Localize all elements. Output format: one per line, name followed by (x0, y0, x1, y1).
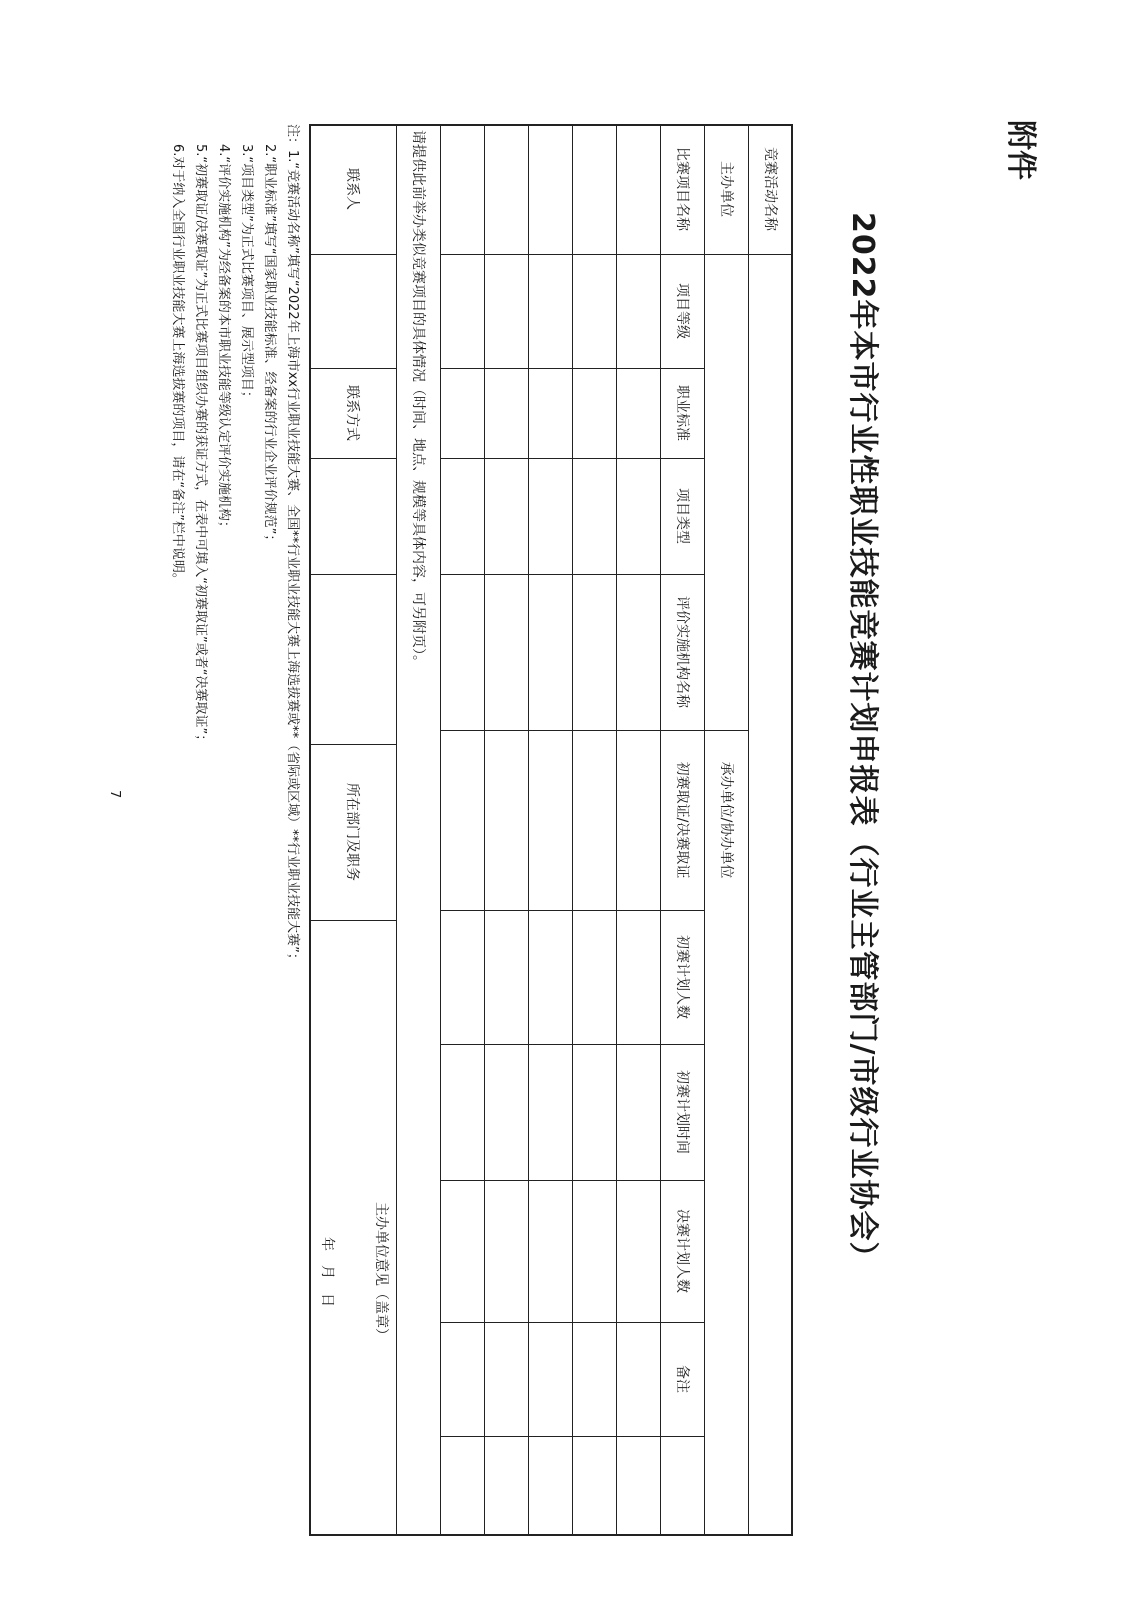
page-number: 7 (107, 790, 122, 799)
note-item: 5.“初赛取证/决赛取证”为正式比赛项目组织办赛的获证方式，在表中可填入“初赛取证”或者“决赛取证”； (193, 144, 208, 748)
host-label: 主办单位 (718, 161, 734, 217)
col-header-project-type: 项目类型 (674, 488, 690, 544)
competition-name-label: 竞赛活动名称 (762, 147, 778, 231)
note-item: 6.对于纳入全国行业职业技能大赛上海选拔赛的项目，请在“备注”栏中说明。 (170, 144, 185, 586)
host-opinion-label: 主办单位意见（盖章） (373, 1202, 389, 1342)
previous-events-prompt: 请提供此前举办类似竞赛项目的具体情况（时间、地点、规模等具体内容，可另附页）。 (410, 130, 426, 669)
col-header-occupation-standard: 职业标准 (674, 385, 690, 441)
attachment-label: 附件 (1003, 120, 1038, 180)
col-header-certification-stage: 初赛取证/决赛取证 (674, 761, 690, 879)
contact-method-label: 联系方式 (344, 385, 360, 441)
col-header-remarks: 备注 (674, 1365, 690, 1393)
application-form-table (309, 124, 793, 1536)
col-header-final-count: 决赛计划人数 (674, 1209, 690, 1293)
page-title: 2022年本市行业性职业技能竞赛计划申报表（行业主管部门/市级行业协会） (845, 212, 880, 1273)
notes-block (161, 124, 299, 1424)
contact-person-label: 联系人 (344, 168, 360, 210)
col-header-preliminary-count: 初赛计划人数 (674, 935, 690, 1019)
col-header-evaluation-agency: 评价实施机构名称 (674, 596, 690, 708)
col-header-project-level: 项目等级 (674, 283, 690, 339)
note-item: 3.“项目类型”为正式比赛项目、展示型项目； (239, 144, 254, 404)
department-title-label: 所在部门及职务 (344, 783, 360, 881)
organizer-label: 承办单位/协办单位 (718, 761, 734, 879)
opinion-date-label: 年 月 日 (319, 1237, 335, 1307)
col-header-project-name: 比赛项目名称 (674, 147, 690, 231)
note-item: 4.“评价实施机构”为经备案的本市职业技能等级认定评价实施机构； (216, 144, 231, 534)
note-item: 注：1.“竞赛活动名称”填写“2022年上海市xx行业职业技能大赛、全国**行业职业技能大赛上海选拔赛或**（省际或区域）**行业职业技能大赛”； (285, 124, 300, 966)
col-header-preliminary-time: 初赛计划时间 (674, 1070, 690, 1154)
note-item: 2.“职业标准”填写“国家职业技能标准、经备案的行业企业评价规范”； (262, 144, 277, 548)
